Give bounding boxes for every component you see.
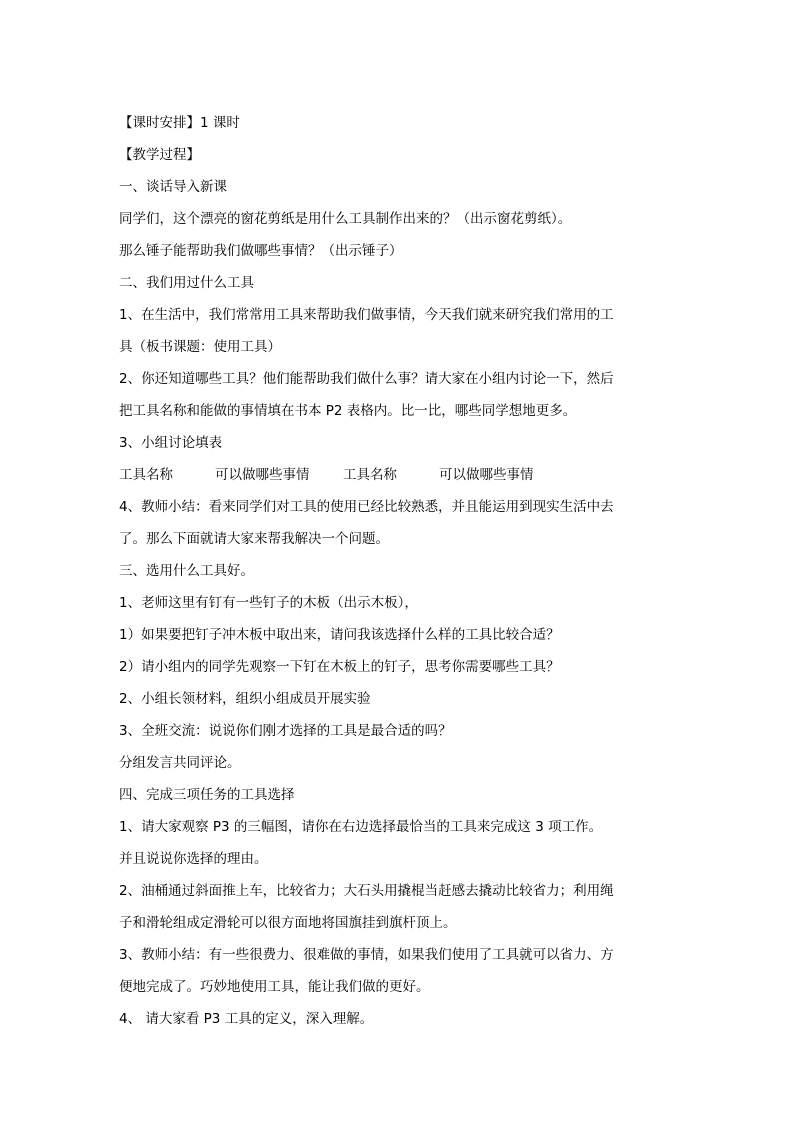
paragraph-line: 同学们，这个漂亮的窗花剪纸是用什么工具制作出来的？（出示窗花剪纸）。 (119, 211, 572, 227)
paragraph-line: 3、教师小结：有一些很费力、很难做的事情，如果我们使用了工具就可以省力、方 (119, 947, 614, 963)
table-header-cell: 工具名称 (343, 467, 397, 483)
paragraph-line: 了。那么下面就请大家来帮我解决一个问题。 (119, 531, 389, 547)
paragraph-line: 2、你还知道哪些工具？他们能帮助我们做什么事？请大家在小组内讨论一下，然后 (119, 371, 614, 387)
teaching-process-heading: 【教学过程】 (119, 147, 200, 163)
lesson-schedule: 【课时安排】1 课时 (119, 115, 240, 131)
table-header-cell: 工具名称 (119, 467, 173, 483)
paragraph-line: 把工具名称和能做的事情填在书本 P2 表格内。比一比，哪些同学想地更多。 (119, 403, 577, 419)
paragraph-line: 1）如果要把钉子冲木板中取出来，请问我该选择什么样的工具比较合适？ (119, 627, 560, 643)
paragraph-line: 子和滑轮组成定滑轮可以很方面地将国旗挂到旗杆顶上。 (119, 915, 457, 931)
section-heading-4: 四、完成三项任务的工具选择 (119, 787, 295, 803)
paragraph-line: 便地完成了。巧妙地使用工具，能让我们做的更好。 (119, 979, 430, 995)
paragraph-line: 具（板书课题：使用工具） (119, 339, 281, 355)
section-heading-1: 一、谈话导入新课 (119, 179, 227, 195)
section-heading-2: 二、我们用过什么工具 (119, 275, 254, 291)
paragraph-line: 那么锤子能帮助我们做哪些事情？（出示锤子） (119, 243, 403, 259)
section-heading-3: 三、选用什么工具好。 (119, 563, 254, 579)
tool-table-header (119, 459, 679, 491)
paragraph-line: 4、教师小结：看来同学们对工具的使用已经比较熟悉，并且能运用到现实生活中去 (119, 499, 614, 515)
paragraph-line: 1、在生活中，我们常常用工具来帮助我们做事情，今天我们就来研究我们常用的工 (119, 307, 614, 323)
paragraph-line: 3、全班交流：说说你们刚才选择的工具是最合适的吗？ (119, 723, 452, 739)
paragraph-line: 4、 请大家看 P3 工具的定义，深入理解。 (119, 1011, 374, 1027)
paragraph-line: 1、老师这里有钉有一些钉子的木板（出示木板）， (119, 595, 418, 611)
document-body (119, 107, 679, 1035)
table-header-cell: 可以做哪些事情 (215, 467, 310, 483)
paragraph-line: 2、小组长领材料，组织小组成员开展实验 (119, 691, 371, 707)
paragraph-line: 并且说说你选择的理由。 (119, 851, 268, 867)
table-header-cell: 可以做哪些事情 (439, 467, 534, 483)
paragraph-line: 2、油桶通过斜面推上车，比较省力；大石头用撬棍当赶感去撬动比较省力；利用绳 (119, 883, 614, 899)
paragraph-line: 1、请大家观察 P3 的三幅图，请你在右边选择最恰当的工具来完成这 3 项工作。 (119, 819, 603, 835)
paragraph-line: 3、小组讨论填表 (119, 435, 223, 451)
paragraph-line: 2）请小组内的同学先观察一下钉在木板上的钉子，思考你需要哪些工具？ (119, 659, 560, 675)
paragraph-line: 分组发言共同评论。 (119, 755, 241, 771)
